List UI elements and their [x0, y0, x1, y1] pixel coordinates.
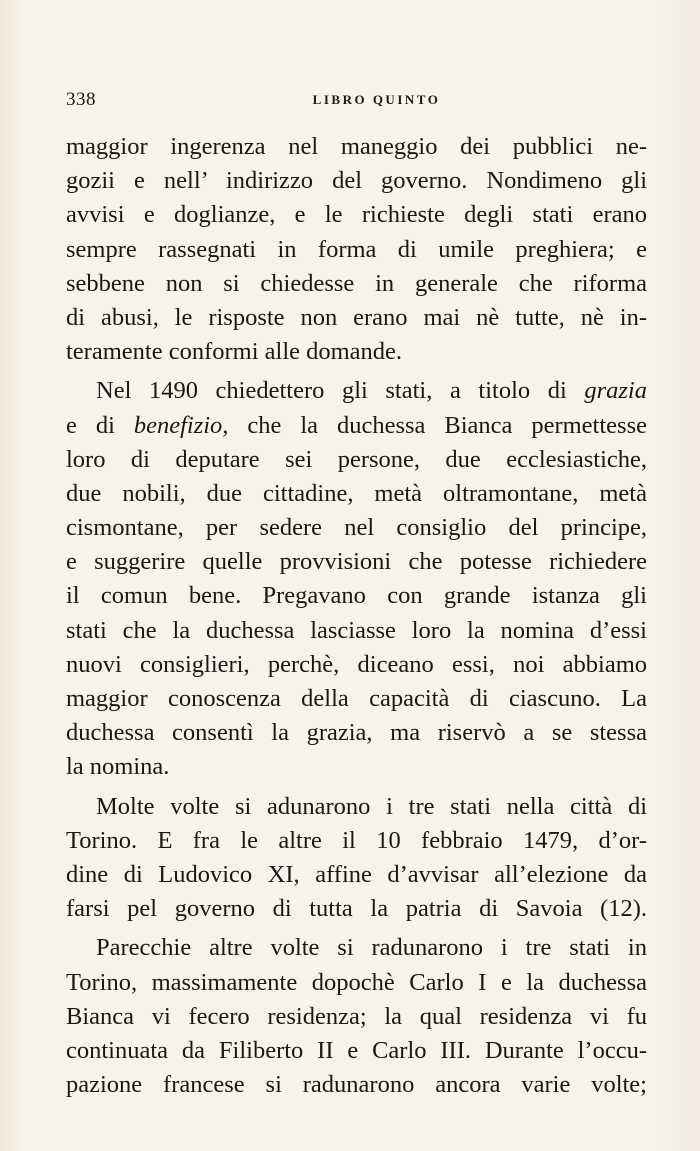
body-text: [66, 130, 647, 1102]
text-line: duchessa consentì la grazia, ma riservò a se stessa: [66, 719, 647, 747]
italic-term: grazia: [584, 377, 647, 405]
text-line: Molte volte si adunarono i tre stati nella città di: [96, 792, 647, 820]
page-header: [66, 89, 647, 113]
text-line: pazione francese si radunarono ancora varie volte;: [66, 1071, 647, 1099]
text-line: di abusi, le risposte non erano mai nè tutte, nè in-: [66, 303, 647, 331]
text-line: loro di deputare sei persone, due ecclesiastiche,: [66, 445, 647, 473]
text-line: [66, 374, 647, 408]
text-line: la nomina.: [66, 753, 170, 781]
text-line: cismontane, per sedere nel consiglio del principe,: [66, 514, 647, 542]
text-line: nuovi consiglieri, perchè, diceano essi, noi abbiamo: [66, 650, 647, 678]
text-line: Bianca vi fecero residenza; la qual residenza vi fu: [66, 1002, 647, 1030]
text-line: Parecchie altre volte si radunarono i tre stati in: [96, 934, 647, 962]
text-line: teramente conformi alle domande.: [66, 338, 403, 366]
running-head: LIBRO QUINTO: [312, 92, 441, 107]
text-line: Torino, massimamente dopochè Carlo I e la duchessa: [66, 968, 647, 996]
text-segment: che la duchessa Bianca permettesse: [247, 411, 647, 439]
text-line: dine di Ludovico XI, affine d’avvisar all’elezione da: [66, 860, 647, 888]
text-line: maggior conoscenza della capacità di ciascuno. La: [66, 685, 647, 712]
text-line: Torino. E fra le altre il 10 febbraio 1479, d’or-: [66, 826, 647, 854]
text-line: sebbene non si chiedesse in generale che riforma: [66, 269, 647, 297]
text-line: stati che la duchessa lasciasse loro la nomina d’essi: [66, 616, 647, 644]
text-line: avvisi e doglianze, e le richieste degli stati erano: [66, 201, 647, 229]
text-line: il comun bene. Pregavano con grande istanza gli: [66, 582, 647, 610]
text-line: due nobili, due cittadine, metà oltramontane, metà: [66, 479, 647, 507]
page-number: 338: [66, 89, 96, 110]
text-line: farsi pel governo di tutta la patria di Savoia (12).: [66, 895, 647, 923]
text-line: gozii e nell’ indirizzo del governo. Nondimeno gli: [66, 167, 647, 195]
text-segment: Nel 1490 chiedettero gli stati, a titolo di: [96, 377, 567, 405]
text-line: [66, 409, 647, 443]
text-line: e suggerire quelle provvisioni che potesse richiedere: [66, 548, 647, 576]
text-line: maggior ingerenza nel maneggio dei pubblici ne-: [66, 133, 647, 160]
text-line: continuata da Filiberto II e Carlo III. Durante l’occu-: [66, 1036, 647, 1064]
italic-term: benefizio,: [133, 411, 229, 439]
text-segment: e di: [66, 411, 115, 439]
text-line: sempre rassegnati in forma di umile preghiera; e: [66, 235, 647, 263]
